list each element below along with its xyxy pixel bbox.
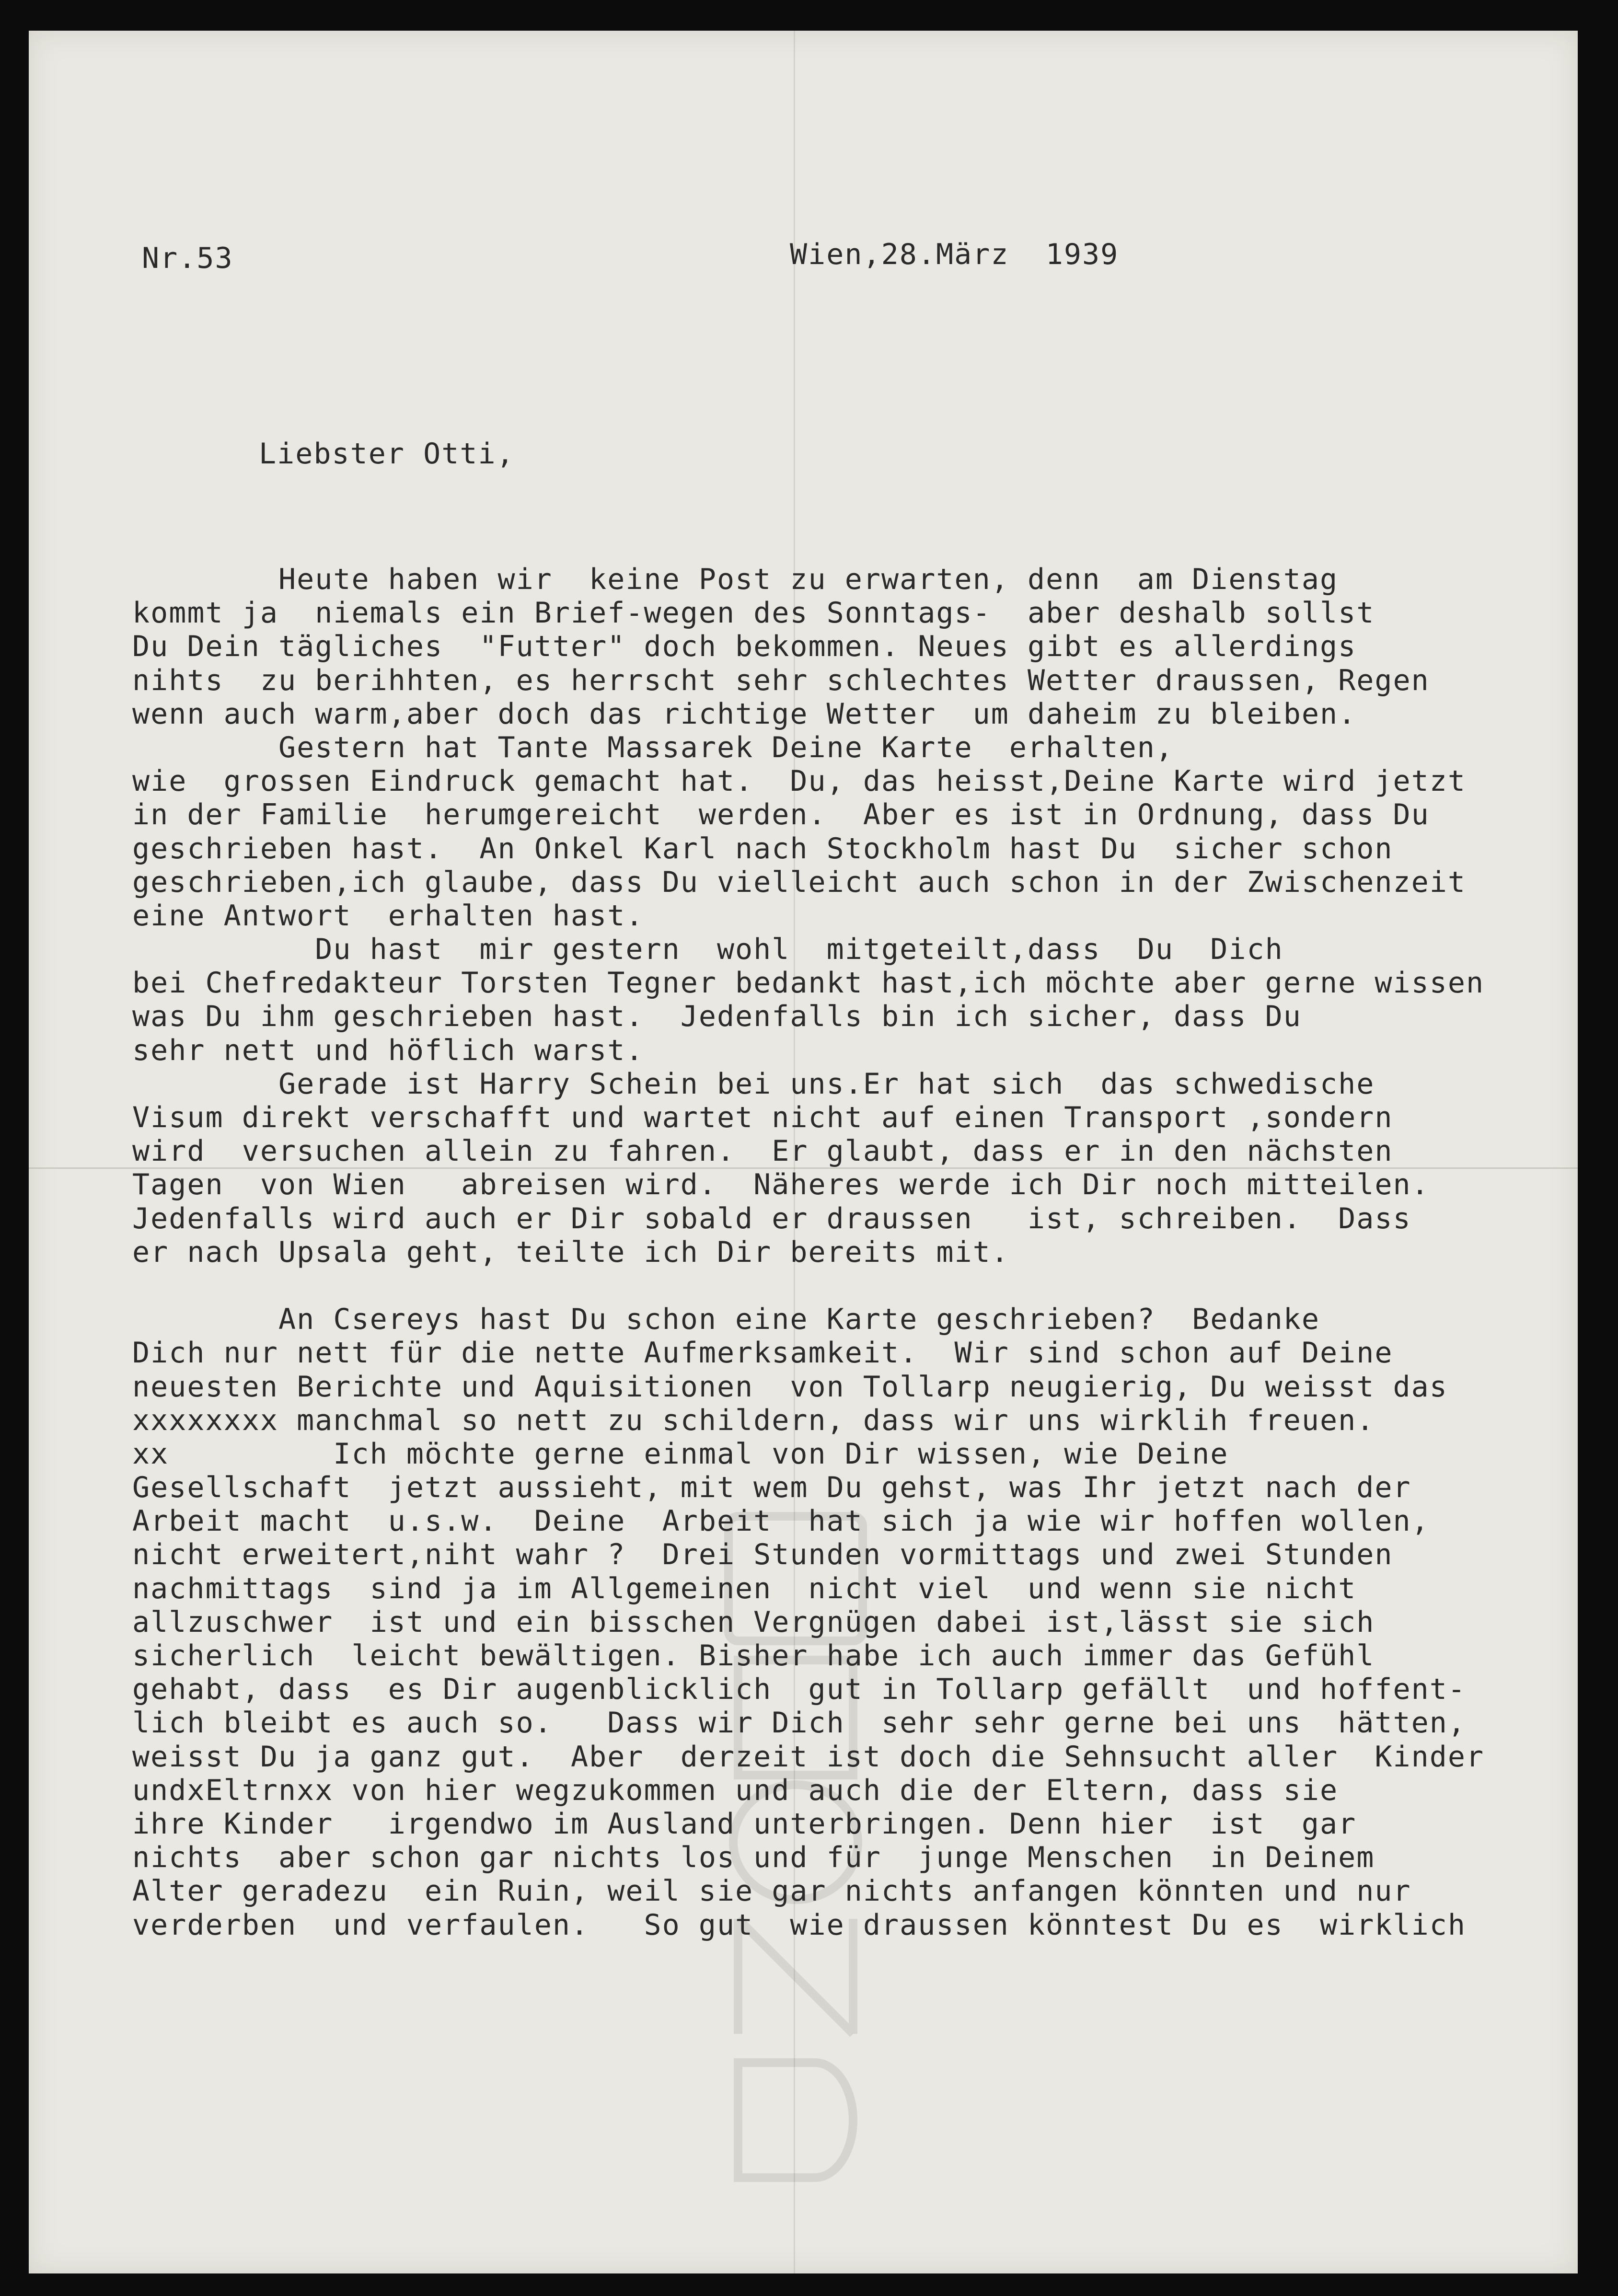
text-line: sehr nett und höflich warst. <box>132 1033 644 1067</box>
text-line: eine Antwort erhalten hast. <box>132 899 644 933</box>
text-line: Arbeit macht u.s.w. Deine Arbeit hat sich ja wie wir hoffen wollen, <box>132 1504 1430 1538</box>
text-line: Du Dein tägliches "Futter" doch bekommen. Neues gibt es allerdings <box>132 630 1357 664</box>
text-line: Tagen von Wien abreisen wird. Näheres werde ich Dir noch mitteilen. <box>132 1168 1430 1202</box>
text-line: Du hast mir gestern wohl mitgeteilt,dass Du Dich <box>132 933 1283 967</box>
text-line: gehabt, dass es Dir augenblicklich gut in Tollarp gefällt und hoffent- <box>132 1673 1466 1707</box>
text-line: in der Familie herumgereicht werden. Aber es ist in Ordnung, dass Du <box>132 798 1430 832</box>
text-line: kommt ja niemals ein Brief-wegen des Sonntags- aber deshalb sollst <box>132 596 1375 630</box>
text-line: Jedenfalls wird auch er Dir sobald er draussen ist, schreiben. Dass <box>132 1201 1411 1235</box>
text-line: xxxxxxxx manchmal so nett zu schildern, dass wir uns wirklih freuen. <box>132 1403 1375 1437</box>
text-line: ihre Kinder irgendwo im Ausland unterbringen. Denn hier ist gar <box>132 1807 1357 1841</box>
text-line: nachmittags sind ja im Allgemeinen nicht viel und wenn sie nicht <box>132 1571 1357 1605</box>
text-line: nichts aber schon gar nichts los und für junge Menschen in Deinem <box>132 1841 1375 1875</box>
text-line: geschrieben hast. An Onkel Karl nach Stockholm hast Du sicher schon <box>132 831 1393 865</box>
text-line: An Csereys hast Du schon eine Karte geschrieben? Bedanke <box>132 1303 1320 1337</box>
text-line: weisst Du ja ganz gut. Aber derzeit ist doch die Sehnsucht aller Kinder <box>132 1740 1485 1774</box>
text-line: geschrieben,ich glaube, dass Du vielleicht auch schon in der Zwischenzeit <box>132 865 1466 899</box>
salutation: Liebster Otti, <box>259 437 515 471</box>
text-line: lich bleibt es auch so. Dass wir Dich sehr sehr gerne bei uns hätten, <box>132 1706 1466 1740</box>
text-line: Alter geradezu ein Ruin, weil sie gar nichts anfangen könnten und nur <box>132 1874 1411 1908</box>
text-line: Dich nur nett für die nette Aufmerksamkeit. Wir sind schon auf Deine <box>132 1336 1393 1370</box>
text-line: Gerade ist Harry Schein bei uns.Er hat sich das schwedische <box>132 1067 1375 1101</box>
letter-number: Nr.53 <box>142 242 233 275</box>
text-line: wenn auch warm,aber doch das richtige Wetter um daheim zu bleiben. <box>132 697 1357 731</box>
letter-body <box>132 563 1570 1942</box>
text-line: Gestern hat Tante Massarek Deine Karte erhalten, <box>132 730 1174 764</box>
text-line: Heute haben wir keine Post zu erwarten, denn am Dienstag <box>132 563 1339 596</box>
text-line: neuesten Berichte und Aquisitionen von Tollarp neugierig, Du weisst das <box>132 1370 1448 1404</box>
text-line: Gesellschaft jetzt aussieht, mit wem Du gehst, was Ihr jetzt nach der <box>132 1471 1411 1505</box>
text-line: bei Chefredakteur Torsten Tegner bedankt hast,ich möchte aber gerne wissen <box>132 966 1485 1000</box>
text-line: allzuschwer ist und ein bisschen Vergnügen dabei ist,lässt sie sich <box>132 1605 1375 1639</box>
text-line: nihts zu berihhten, es herrscht sehr schlechtes Wetter draussen, Regen <box>132 663 1430 697</box>
text-line: sicherlich leicht bewältigen. Bisher habe ich auch immer das Gefühl <box>132 1639 1375 1673</box>
letter-page <box>29 31 1578 2273</box>
text-line: nicht erweitert,niht wahr ? Drei Stunden vormittags und zwei Stunden <box>132 1538 1393 1572</box>
text-line: Visum direkt verschafft und wartet nicht auf einen Transport ,sondern <box>132 1101 1393 1134</box>
text-line: wird versuchen allein zu fahren. Er glaubt, dass er in den nächsten <box>132 1134 1393 1168</box>
text-line: er nach Upsala geht, teilte ich Dir bereits mit. <box>132 1235 1009 1269</box>
text-line: wie grossen Eindruck gemacht hat. Du, das heisst,Deine Karte wird jetzt <box>132 764 1466 798</box>
text-line: undxEltrnxx von hier wegzukommen und auch die der Eltern, dass sie <box>132 1773 1339 1807</box>
text-line <box>132 1269 1570 1303</box>
text-line: was Du ihm geschrieben hast. Jedenfalls bin ich sicher, dass Du <box>132 1000 1302 1034</box>
text-line: xx Ich möchte gerne einmal von Dir wissen, wie Deine <box>132 1437 1229 1471</box>
text-line: verderben und verfaulen. So gut wie draussen könntest Du es wirklich <box>132 1908 1466 1942</box>
place-date: Wien,28.März 1939 <box>790 238 1119 271</box>
